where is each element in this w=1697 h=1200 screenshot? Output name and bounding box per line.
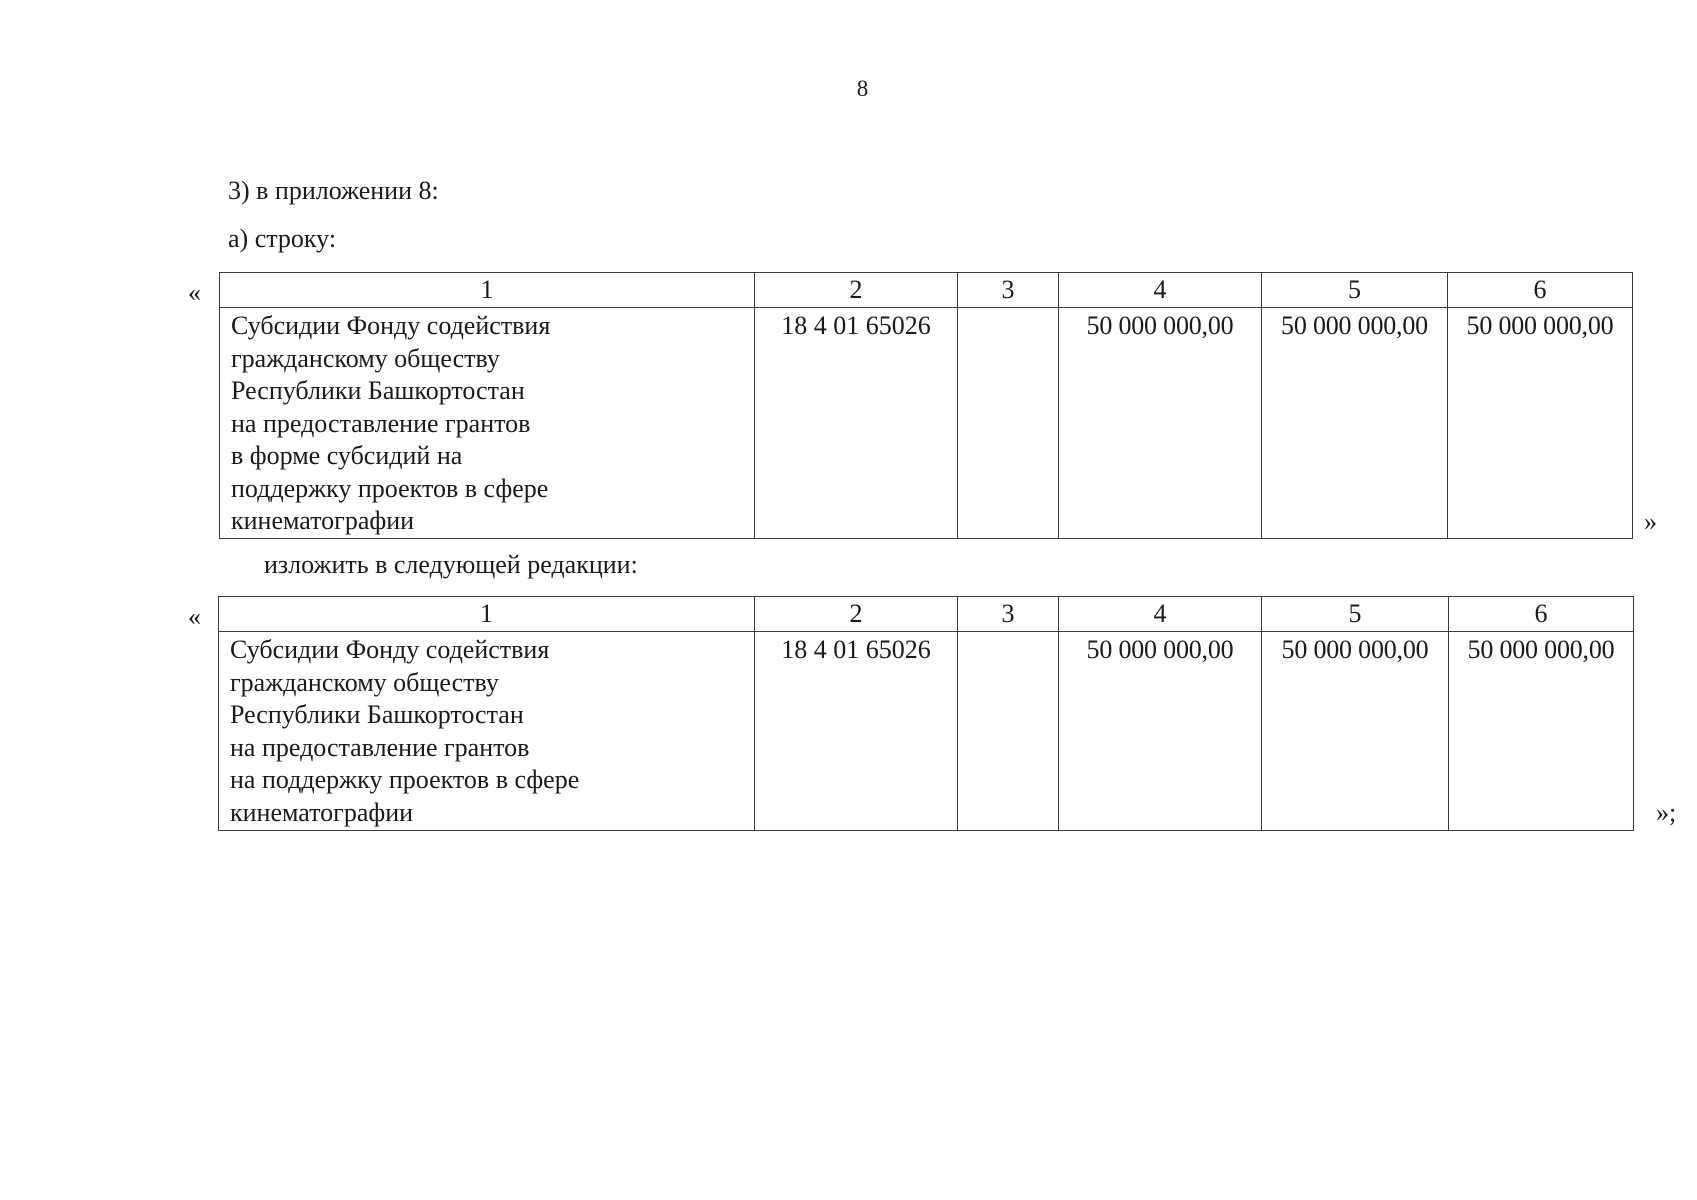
amount-cell: 50 000 000,00	[1059, 308, 1262, 539]
item-3-heading: 3) в приложении 8:	[228, 176, 439, 205]
amount-cell: 50 000 000,00	[1262, 632, 1449, 831]
column-header: 2	[755, 273, 958, 308]
column-header: 3	[958, 597, 1059, 632]
expense-name-cell	[220, 308, 755, 539]
column-header: 5	[1262, 597, 1449, 632]
table-header-row	[219, 597, 1634, 632]
column-header: 4	[1059, 273, 1262, 308]
column-header: 1	[220, 273, 755, 308]
expense-name-line: гражданскому обществу	[231, 343, 500, 373]
expense-name-line: на предоставление грантов	[230, 732, 530, 762]
replace-instruction: изложить в следующей редакции:	[264, 550, 638, 579]
item-a-heading: а) строку:	[228, 224, 337, 253]
page-number: 8	[856, 76, 869, 101]
column-header: 3	[958, 273, 1059, 308]
column-3-cell	[958, 308, 1059, 539]
expense-name-line: кинематографии	[230, 797, 414, 827]
new-row-table	[218, 596, 1634, 831]
column-header: 5	[1262, 273, 1448, 308]
old-row-table	[219, 272, 1633, 539]
expense-name-line: Субсидии Фонду содействия	[230, 635, 550, 664]
opening-quote: «	[188, 602, 201, 631]
table-row	[219, 632, 1634, 831]
amount-cell: 50 000 000,00	[1059, 632, 1262, 831]
column-header: 2	[755, 597, 958, 632]
table-header-row	[220, 273, 1633, 308]
column-header: 6	[1449, 597, 1634, 632]
column-3-cell	[958, 632, 1059, 831]
expense-name-line: кинематографии	[231, 506, 415, 535]
expense-name-line: на поддержку проектов в сфере	[230, 765, 580, 794]
opening-quote: «	[188, 278, 201, 307]
expense-name-line: гражданскому обществу	[230, 667, 499, 697]
amount-cell: 50 000 000,00	[1448, 308, 1633, 539]
expense-name-line: поддержку проектов в сфере	[231, 473, 549, 503]
amount-cell: 50 000 000,00	[1262, 308, 1448, 539]
column-header: 6	[1448, 273, 1633, 308]
expense-name-line: в форме субсидий на	[231, 441, 463, 470]
column-header: 1	[219, 597, 755, 632]
expense-name-line: Республики Башкортостан	[231, 376, 525, 405]
budget-code-cell: 18 4 01 65026	[755, 308, 958, 539]
amount-cell: 50 000 000,00	[1449, 632, 1634, 831]
column-header: 4	[1059, 597, 1262, 632]
budget-code-cell: 18 4 01 65026	[755, 632, 958, 831]
closing-quote: »;	[1656, 798, 1677, 827]
expense-name-line: на предоставление грантов	[231, 408, 531, 438]
expense-name-line: Республики Башкортостан	[230, 700, 524, 729]
table-row	[220, 308, 1633, 539]
closing-quote: »	[1644, 507, 1657, 536]
expense-name-line: Субсидии Фонду содействия	[231, 311, 551, 340]
expense-name-cell	[219, 632, 755, 831]
